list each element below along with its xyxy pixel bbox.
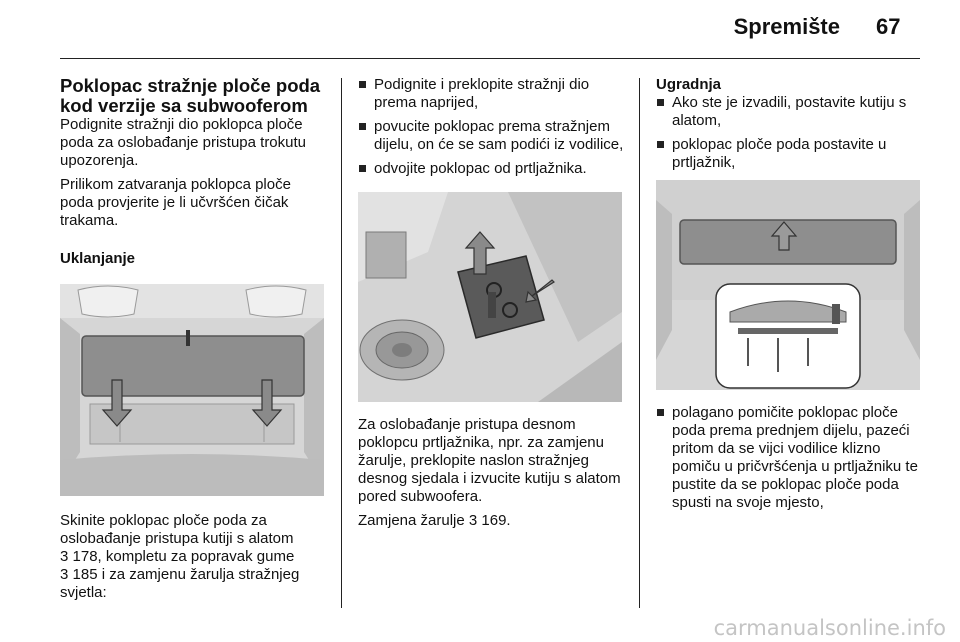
list-item: Ako ste je izvadili, postavite kutiju s alatom, — [656, 94, 924, 130]
page-title: Spremište — [733, 14, 840, 39]
watermark: carmanualsonline.info — [713, 616, 946, 640]
page-number: 67 — [876, 14, 901, 39]
installation-subheading: Ugradnja — [656, 76, 722, 93]
bulb-replacement-ref[interactable]: Zamjena žarulje 3 169. — [358, 512, 511, 529]
column-1 — [60, 76, 326, 602]
caption-line-tool-kit-ref[interactable]: 3 178, kompletu za popravak gume — [60, 548, 295, 565]
closing-paragraph: Prilikom zatvaranja poklopca ploče poda provjerite je li učvršćen čičak trakama. — [60, 176, 291, 229]
removal-subheading: Uklanjanje — [60, 250, 136, 267]
installation-steps-list — [656, 94, 924, 172]
trunk-floor-removal-illustration — [60, 284, 324, 496]
column-2 — [358, 76, 626, 530]
list-item: odvojite poklopac od prtljažnika. — [358, 160, 626, 178]
list-item: Podignite i preklopite stražnji dio prema naprijed, — [358, 76, 626, 112]
subwoofer-toolbox-illustration — [358, 192, 622, 402]
list-item: poklopac ploče poda postavite u prtljažnik, — [656, 136, 924, 172]
caption-line: Skinite poklopac ploče poda za — [60, 512, 267, 529]
trunk-floor-installation-illustration — [656, 180, 920, 390]
list-item: povucite poklopac prema stražnjem dijelu, on će se sam podići iz vodilice, — [358, 118, 626, 154]
list-item: polagano pomičite poklopac ploče poda prema prednjem dijelu, pazeći pritom da se vijci vodilice klizno pomiču u pričvršćenja u prtljažniku te pustite da se poklopac ploče poda spusti na svoje mjesto, — [656, 404, 924, 512]
installation-steps-list-continued — [656, 404, 924, 512]
caption-line-tyre-kit-ref[interactable]: 3 185 i za zamjenu žarulja stražnjeg — [60, 566, 300, 583]
caption-line: oslobađanje pristupa kutiji s alatom — [60, 530, 294, 547]
column-divider-2 — [639, 78, 640, 608]
right-cover-paragraph: Za oslobađanje pristupa desnom poklopcu prtljažnika, npr. za zamjenu žarulje, preklopite naslon stražnjeg desnog sjedala i izvucite kutiju s alatom pored subwoofera. — [358, 416, 621, 505]
column-divider-1 — [341, 78, 342, 608]
removal-steps-list — [358, 76, 626, 178]
section-heading: Poklopac stražnje ploče poda kod verzije sa subwooferom — [60, 75, 321, 116]
header-rule — [60, 58, 920, 59]
removal-caption — [60, 512, 326, 602]
column-3 — [656, 76, 924, 512]
intro-paragraph: Podignite stražnji dio poklopca ploče poda za oslobađanje pristupa trokutu upozorenja. — [60, 116, 307, 169]
caption-line: svjetla: — [60, 584, 107, 601]
